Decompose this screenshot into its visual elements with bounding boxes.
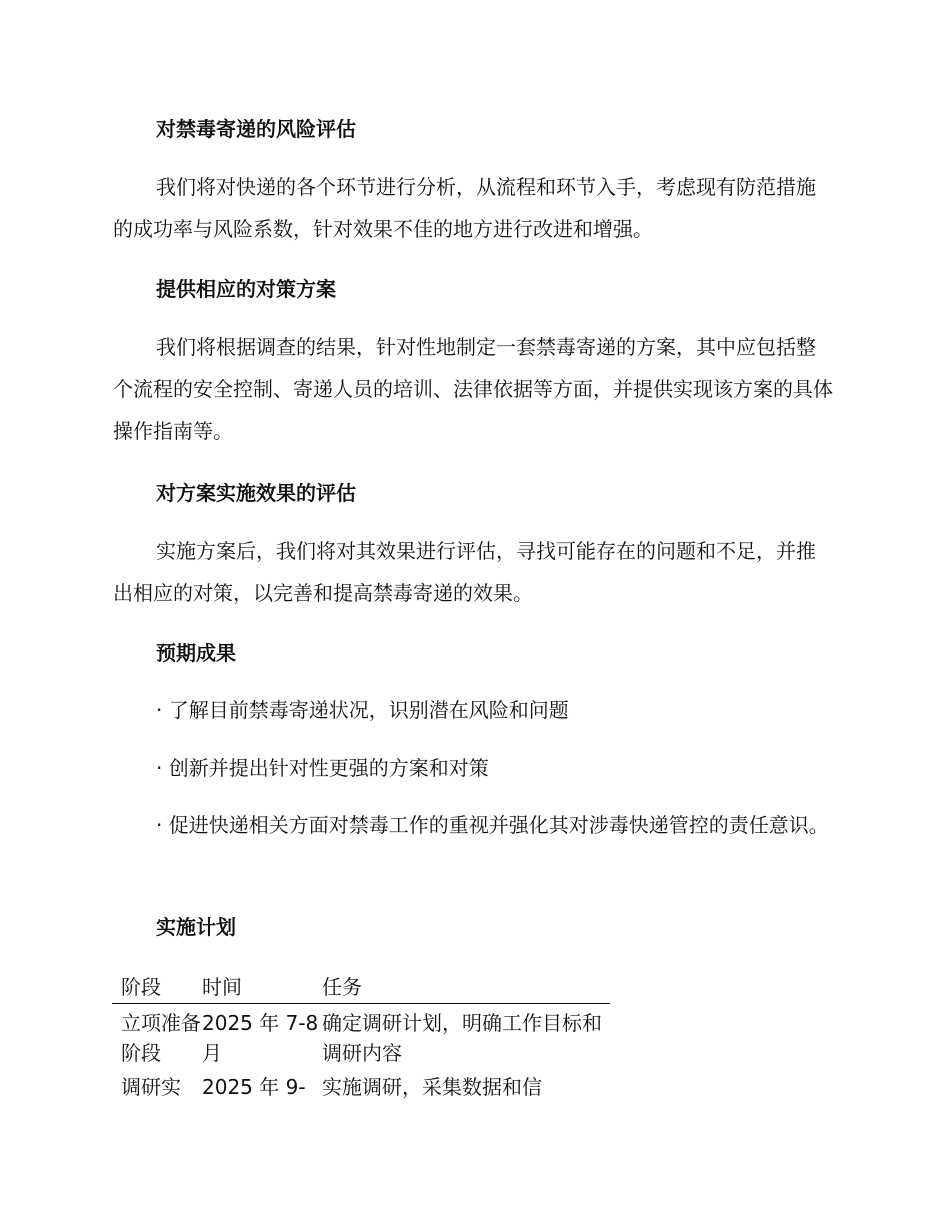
paragraph-risk: 我们将对快递的各个环节进行分析，从流程和环节入手，考虑现有防范措施的成功率与风险系数，针对效果不佳的地方进行改进和增强。	[113, 175, 816, 241]
schedule-table	[112, 970, 610, 1102]
table-header-task: 任务	[322, 974, 362, 999]
table-cell-task: 实施调研，采集数据和信	[322, 1075, 542, 1099]
table-header-phase: 阶段	[121, 974, 161, 999]
table-row	[112, 1004, 610, 1068]
table-cell-task: 确定调研计划，明确工作目标和调研内容	[322, 1011, 602, 1065]
section-heading-schedule: 实施计划	[156, 915, 236, 939]
paragraph-plan: 我们将根据调查的结果，针对性地制定一套禁毒寄递的方案，其中应包括整个流程的安全控制、寄递人员的培训、法律依据等方面，并提供实现该方案的具体操作指南等。	[113, 335, 833, 443]
outcome-item: · 创新并提出针对性更强的方案和对策	[156, 756, 489, 780]
section-heading-plan: 提供相应的对策方案	[156, 277, 336, 301]
section-heading-risk: 对禁毒寄递的风险评估	[156, 117, 356, 141]
table-header-row	[112, 970, 610, 1004]
table-cell-time: 2025 年 7-8 月	[202, 1011, 319, 1065]
paragraph-eval: 实施方案后，我们将对其效果进行评估，寻找可能存在的问题和不足，并推出相应的对策，以完善和提高禁毒寄递的效果。	[113, 539, 816, 605]
section-heading-eval: 对方案实施效果的评估	[156, 481, 356, 505]
table-row	[112, 1068, 610, 1102]
table-cell-phase: 立项准备阶段	[121, 1011, 201, 1065]
table-cell-phase: 调研实	[121, 1075, 181, 1099]
section-heading-outcomes: 预期成果	[156, 641, 236, 665]
outcome-item: · 促进快递相关方面对禁毒工作的重视并强化其对涉毒快递管控的责任意识。	[156, 813, 829, 837]
outcome-item: · 了解目前禁毒寄递状况，识别潜在风险和问题	[156, 698, 569, 722]
table-header-time: 时间	[202, 974, 242, 999]
table-cell-time: 2025 年 9-	[202, 1075, 306, 1099]
